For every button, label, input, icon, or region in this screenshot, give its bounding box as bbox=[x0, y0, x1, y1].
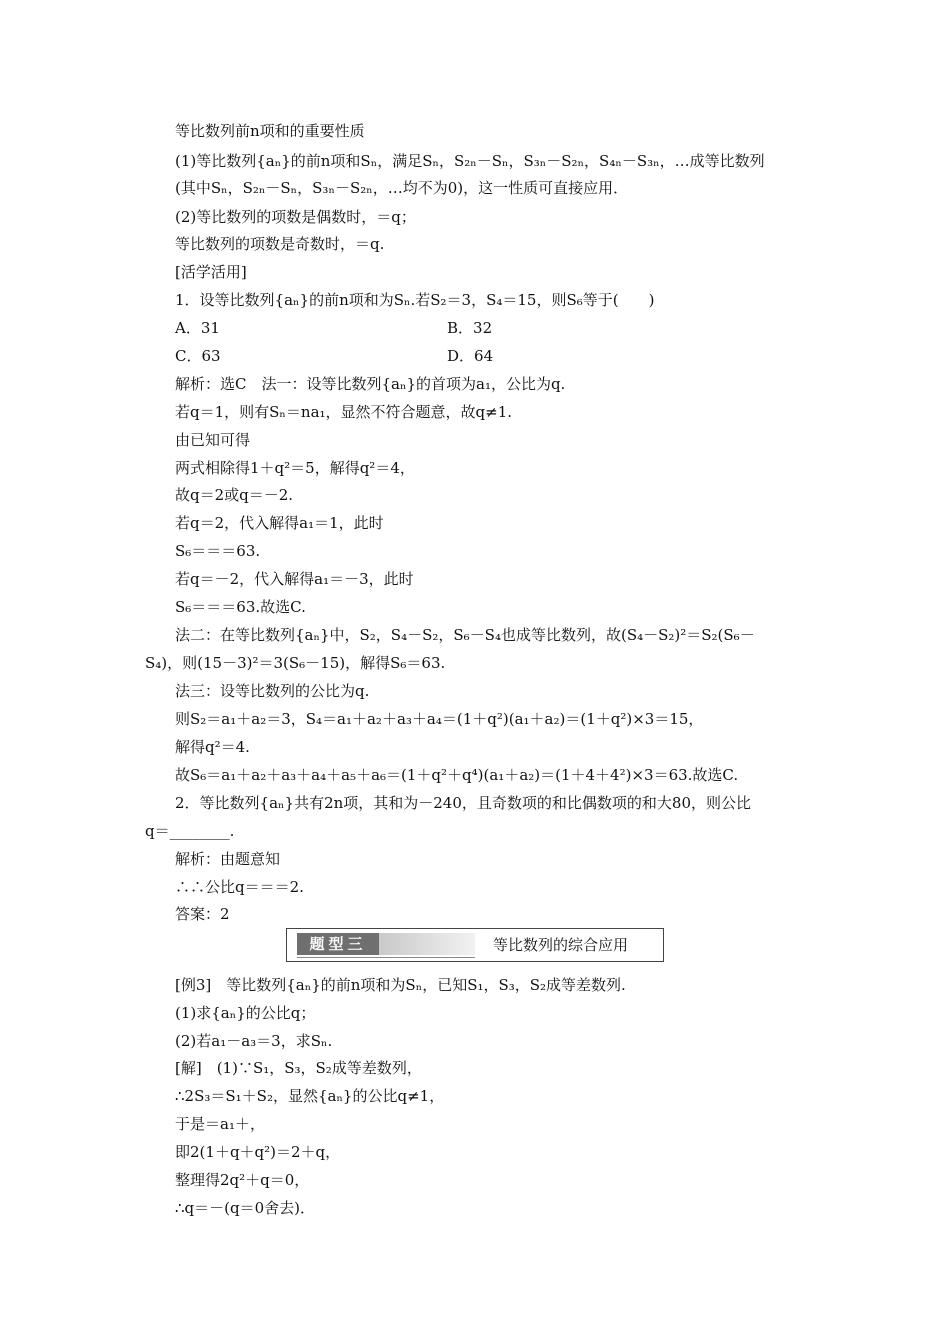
section-tag-shade bbox=[379, 933, 475, 955]
text-line: [活学活用] bbox=[175, 263, 247, 281]
text-line: S₆＝＝＝63.故选C. bbox=[175, 598, 306, 616]
text-line: 解析：由题意知 bbox=[175, 850, 281, 868]
text-line: S₆＝＝＝63. bbox=[175, 542, 261, 560]
text-line: 则S₂＝a₁＋a₂＝3，S₄＝a₁＋a₂＋a₃＋a₄＝(1＋q²)(a₁＋a₂)＝(1＋q²)×3＝15， bbox=[175, 710, 704, 728]
text-line: (2)若a₁－a₃＝3，求Sₙ. bbox=[175, 1032, 333, 1050]
text-line: q＝________. bbox=[145, 822, 235, 840]
text-line: ∴∴公比q＝＝＝2. bbox=[175, 878, 304, 896]
text-line: (其中Sₙ，S₂ₙ－Sₙ，S₃ₙ－S₂ₙ，…均不为0)，这一性质可直接应用． bbox=[175, 179, 629, 197]
text-line: 于是＝a₁＋， bbox=[175, 1115, 265, 1133]
text-line: 若q＝2，代入解得a₁＝1，此时 bbox=[175, 514, 384, 532]
text-line: 法三：设等比数列的公比为q. bbox=[175, 682, 370, 700]
text-line: 若q＝－2，代入解得a₁＝－3，此时 bbox=[175, 570, 414, 588]
section-title: 等比数列的综合应用 bbox=[493, 936, 629, 954]
text-line: 故q＝2或q＝－2. bbox=[175, 486, 294, 504]
text-line: 1．设等比数列{aₙ}的前n项和为Sₙ.若S₂＝3，S₄＝15，则S₆等于( ) bbox=[175, 291, 655, 309]
text-line: 2．等比数列{aₙ}共有2n项，其和为－240，且奇数项的和比偶数项的和大80，则公比 bbox=[175, 794, 751, 812]
text-line: 等比数列前n项和的重要性质 bbox=[175, 122, 365, 140]
text-line: ∴q＝－(q＝0舍去)． bbox=[175, 1199, 315, 1217]
section-header-box bbox=[286, 928, 664, 962]
section-tag-underline bbox=[297, 957, 475, 958]
text-line: (1)求{aₙ}的公比q； bbox=[175, 1004, 316, 1022]
text-line: ∴2S₃＝S₁＋S₂，显然{aₙ}的公比q≠1， bbox=[175, 1087, 445, 1105]
text-line: 两式相除得1＋q²＝5，解得q²＝4， bbox=[175, 459, 415, 477]
text-line: 若q＝1，则有Sₙ＝na₁，显然不符合题意，故q≠1. bbox=[175, 403, 513, 421]
text-line: 故S₆＝a₁＋a₂＋a₃＋a₄＋a₅＋a₆＝(1＋q²＋q⁴)(a₁＋a₂)＝(1＋4＋4²)×3＝63.故选C. bbox=[175, 766, 739, 784]
text-line: (1)等比数列{aₙ}的前n项和Sₙ，满足Sₙ，S₂ₙ－Sₙ，S₃ₙ－S₂ₙ，S₄ₙ－S₃ₙ，…成等比数列 bbox=[175, 152, 765, 170]
text-line: [解] (1)∵S₁，S₃，S₂成等差数列， bbox=[175, 1059, 422, 1077]
text-line: [例3] 等比数列{aₙ}的前n项和为Sₙ，已知S₁，S₃，S₂成等差数列. bbox=[175, 976, 626, 994]
text-line: 答案：2 bbox=[175, 905, 230, 923]
text-line: 解得q²＝4. bbox=[175, 738, 250, 756]
text-line: C．63 bbox=[175, 347, 221, 365]
text-line: 由已知可得 bbox=[175, 431, 251, 449]
text-line: 法二：在等比数列{aₙ}中，S₂，S₄－S₂，S₆－S₄也成等比数列，故(S₄－S₂)²＝S₂(S₆－ bbox=[175, 626, 755, 644]
text-line: B．32 bbox=[447, 319, 493, 337]
text-line: 等比数列的项数是奇数时，＝q. bbox=[175, 235, 385, 253]
text-line: 整理得2q²＋q＝0， bbox=[175, 1171, 310, 1189]
text-line: 即2(1＋q＋q²)＝2＋q， bbox=[175, 1143, 341, 1161]
text-line: (2)等比数列的项数是偶数时，＝q； bbox=[175, 208, 416, 226]
section-tag: 题型三 bbox=[297, 933, 379, 955]
text-line: A．31 bbox=[175, 319, 220, 337]
text-line: S₄)，则(15－3)²＝3(S₆－15)，解得S₆＝63. bbox=[145, 654, 446, 672]
text-line: 解析：选C 法一：设等比数列{aₙ}的首项为a₁，公比为q. bbox=[175, 375, 566, 393]
text-line: D．64 bbox=[447, 347, 494, 365]
